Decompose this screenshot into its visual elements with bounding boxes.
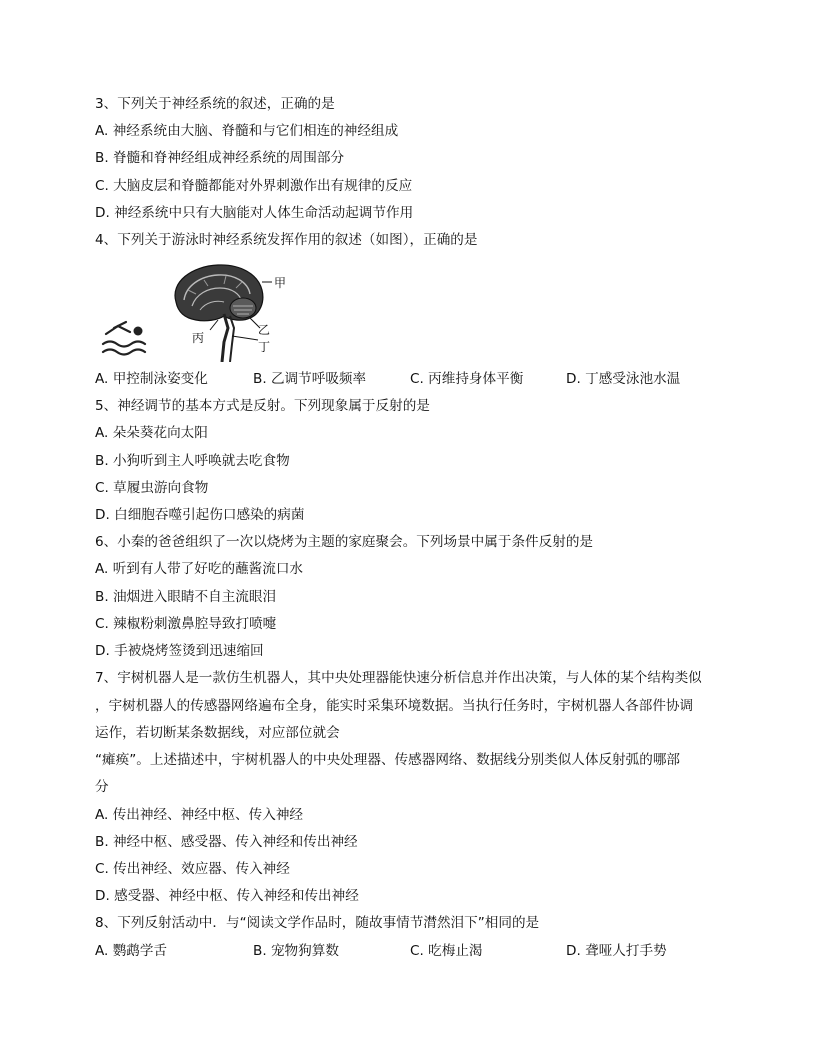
q5-option-c: C. 草履虫游向食物 [95, 480, 209, 496]
q6-option-a: A. 听到有人带了好吃的蘸酱流口水 [95, 561, 304, 577]
swimmer-icon [103, 322, 145, 355]
q7-option-c: C. 传出神经、效应器、传入神经 [95, 861, 290, 877]
brain-icon [175, 265, 263, 362]
q5-option-a: A. 朵朵葵花向太阳 [95, 425, 208, 441]
q3-option-d: D. 神经系统中只有大脑能对人体生命活动起调节作用 [95, 205, 414, 221]
q8-option-c: C. 吃梅止渴 [410, 943, 483, 959]
q8-option-a: A. 鹦鹉学舌 [95, 943, 168, 959]
q8-option-b: B. 宠物狗算数 [253, 943, 339, 959]
q4-option-c: C. 丙维持身体平衡 [410, 371, 524, 387]
q3-stem: 3、下列关于神经系统的叙述，正确的是 [95, 96, 335, 112]
q5-stem: 5、神经调节的基本方式是反射。下列现象属于反射的是 [95, 398, 430, 414]
label-ding: 丁 [258, 340, 271, 354]
q7-option-b: B. 神经中枢、感受器、传入神经和传出神经 [95, 834, 358, 850]
q6-stem: 6、小秦的爸爸组织了一次以烧烤为主题的家庭聚会。下列场景中属于条件反射的是 [95, 534, 594, 550]
q4-option-a: A. 甲控制泳姿变化 [95, 371, 208, 387]
label-yi: 乙 [258, 323, 271, 337]
brain-swimmer-figure [100, 262, 290, 362]
q3-option-c: C. 大脑皮层和脊髓都能对外界刺激作出有规律的反应 [95, 178, 413, 194]
q7-stem-line-1: 7、宇树机器人是一款仿生机器人，其中央处理器能快速分析信息并作出决策，与人体的某个结构类似 [95, 670, 702, 686]
q3-option-b: B. 脊髓和脊神经组成神经系统的周围部分 [95, 150, 345, 166]
q6-option-b: B. 油烟进入眼睛不自主流眼泪 [95, 589, 277, 605]
q5-option-d: D. 白细胞吞噬引起伤口感染的病菌 [95, 507, 305, 523]
q7-stem-line-4: “瘫痪”。上述描述中，宇树机器人的中央处理器、传感器网络、数据线分别类似人体反射弧的哪部 [95, 752, 681, 768]
q4-option-d: D. 丁感受泳池水温 [566, 371, 681, 387]
q8-option-d: D. 聋哑人打手势 [566, 943, 667, 959]
q7-stem-line-5: 分 [95, 779, 109, 795]
q7-stem-line-2: ，宇树机器人的传感器网络遍布全身，能实时采集环境数据。当执行任务时，宇树机器人各部件协调 [95, 698, 694, 714]
label-jia: 甲 [274, 276, 287, 290]
q7-option-d: D. 感受器、神经中枢、传入神经和传出神经 [95, 888, 359, 904]
label-bing: 丙 [192, 331, 205, 345]
q4-option-b: B. 乙调节呼吸频率 [253, 371, 367, 387]
q8-stem: 8、下列反射活动中．与“阅读文学作品时，随故事情节潸然泪下”相同的是 [95, 915, 540, 931]
q6-option-c: C. 辣椒粉刺激鼻腔导致打喷嚏 [95, 616, 277, 632]
q5-option-b: B. 小狗听到主人呼唤就去吃食物 [95, 453, 290, 469]
q6-option-d: D. 手被烧烤签烫到迅速缩回 [95, 643, 264, 659]
q7-stem-line-3: 运作，若切断某条数据线，对应部位就会 [95, 725, 340, 741]
q3-option-a: A. 神经系统由大脑、脊髓和与它们相连的神经组成 [95, 123, 399, 139]
q7-option-a: A. 传出神经、神经中枢、传入神经 [95, 807, 304, 823]
q4-stem: 4、下列关于游泳时神经系统发挥作用的叙述（如图），正确的是 [95, 232, 478, 248]
